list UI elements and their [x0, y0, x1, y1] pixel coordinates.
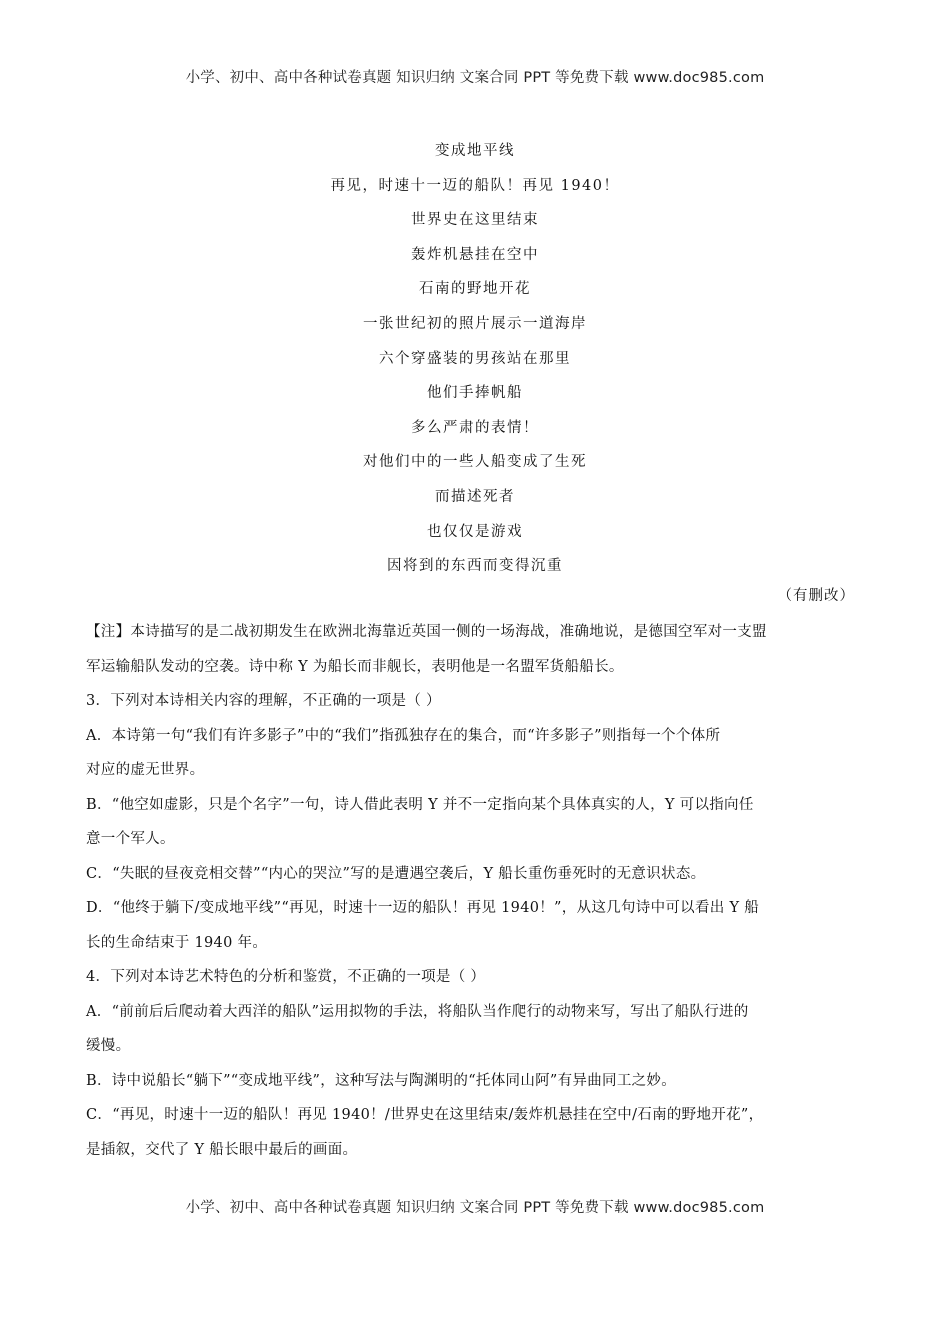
- poem-source-note: （有删改）: [777, 588, 855, 604]
- question-4-option-a-cont: 缓慢。: [86, 1038, 131, 1054]
- question-3-option-c: C．“失眠的昼夜竞相交替”“内心的哭泣”写的是遭遇空袭后，Y 船长重伤垂死时的无意识状态。: [86, 865, 706, 882]
- question-4-option-c: C．“再见，时速十一迈的船队！再见 1940！/世界史在这里结束/轰炸机悬挂在空中/石南的野地开花”，: [86, 1107, 764, 1123]
- question-3-option-a-cont: 对应的虚无世界。: [86, 762, 205, 778]
- question-3-option-a: A．本诗第一句“我们有许多影子”中的“我们”指孤独存在的集合，而“许多影子”则指每一个个体所: [86, 727, 721, 744]
- poem-line: 一张世纪初的照片展示一道海岸: [363, 315, 587, 332]
- poem-line: 再见，时速十一迈的船队！再见 1940！: [330, 177, 620, 194]
- page-footer: 小学、初中、高中各种试卷真题 知识归纳 文案合同 PPT 等免费下载 www.doc985.com: [185, 1200, 765, 1216]
- question-4-stem: 4．下列对本诗艺术特色的分析和鉴赏，不正确的一项是（ ）: [86, 969, 486, 985]
- poem: [0, 134, 950, 584]
- question-4-option-c-cont: 是插叙，交代了 Y 船长眼中最后的画面。: [86, 1141, 358, 1158]
- poem-line: 多么严肃的表情！: [411, 419, 539, 436]
- poem-line: 也仅仅是游戏: [427, 523, 523, 540]
- question-3-stem: 3．下列对本诗相关内容的理解，不正确的一项是（ ）: [86, 693, 441, 709]
- question-4-option-a: A．“前前后后爬动着大西洋的船队”运用拟物的手法，将船队当作爬行的动物来写，写出了船队行进的: [86, 1003, 749, 1020]
- poem-line: 而描述死者: [435, 488, 515, 505]
- poem-line: 六个穿盛装的男孩站在那里: [379, 350, 571, 367]
- poem-line: 对他们中的一些人船变成了生死: [363, 454, 587, 471]
- poem-line: 世界史在这里结束: [411, 212, 539, 229]
- poem-line: 轰炸机悬挂在空中: [411, 246, 539, 263]
- note-line: 【注】本诗描写的是二战初期发生在欧洲北海靠近英国一侧的一场海战，准确地说，是德国空军对一支盟: [86, 624, 767, 640]
- question-3-option-d-cont: 长的生命结束于 1940 年。: [86, 934, 268, 951]
- question-3-option-d: D．“他终于躺下/变成地平线”“再见，时速十一迈的船队！再见 1940！”，从这几句诗中可以看出 Y 船: [86, 900, 760, 916]
- question-3-option-b-cont: 意一个军人。: [86, 831, 175, 847]
- page-header: 小学、初中、高中各种试卷真题 知识归纳 文案合同 PPT 等免费下载 www.doc985.com: [185, 70, 765, 86]
- poem-line: 因将到的东西而变得沉重: [387, 558, 563, 575]
- poem-line: 石南的野地开花: [419, 281, 531, 298]
- poem-line: 他们手捧帆船: [427, 385, 523, 402]
- poem-line: 变成地平线: [435, 143, 515, 159]
- question-4-option-b: B．诗中说船长“躺下”“变成地平线”，这种写法与陶渊明的“托体同山阿”有异曲同工之妙。: [86, 1072, 677, 1089]
- questions-section: [86, 615, 866, 1167]
- question-3-option-b: B．“他空如虚影，只是个名字”一句，诗人借此表明 Y 并不一定指向某个具体真实的人，Y 可以指向任: [86, 796, 754, 813]
- note-line: 军运输船队发动的空袭。诗中称 Y 为船长而非舰长，表明他是一名盟军货船船长。: [86, 658, 624, 675]
